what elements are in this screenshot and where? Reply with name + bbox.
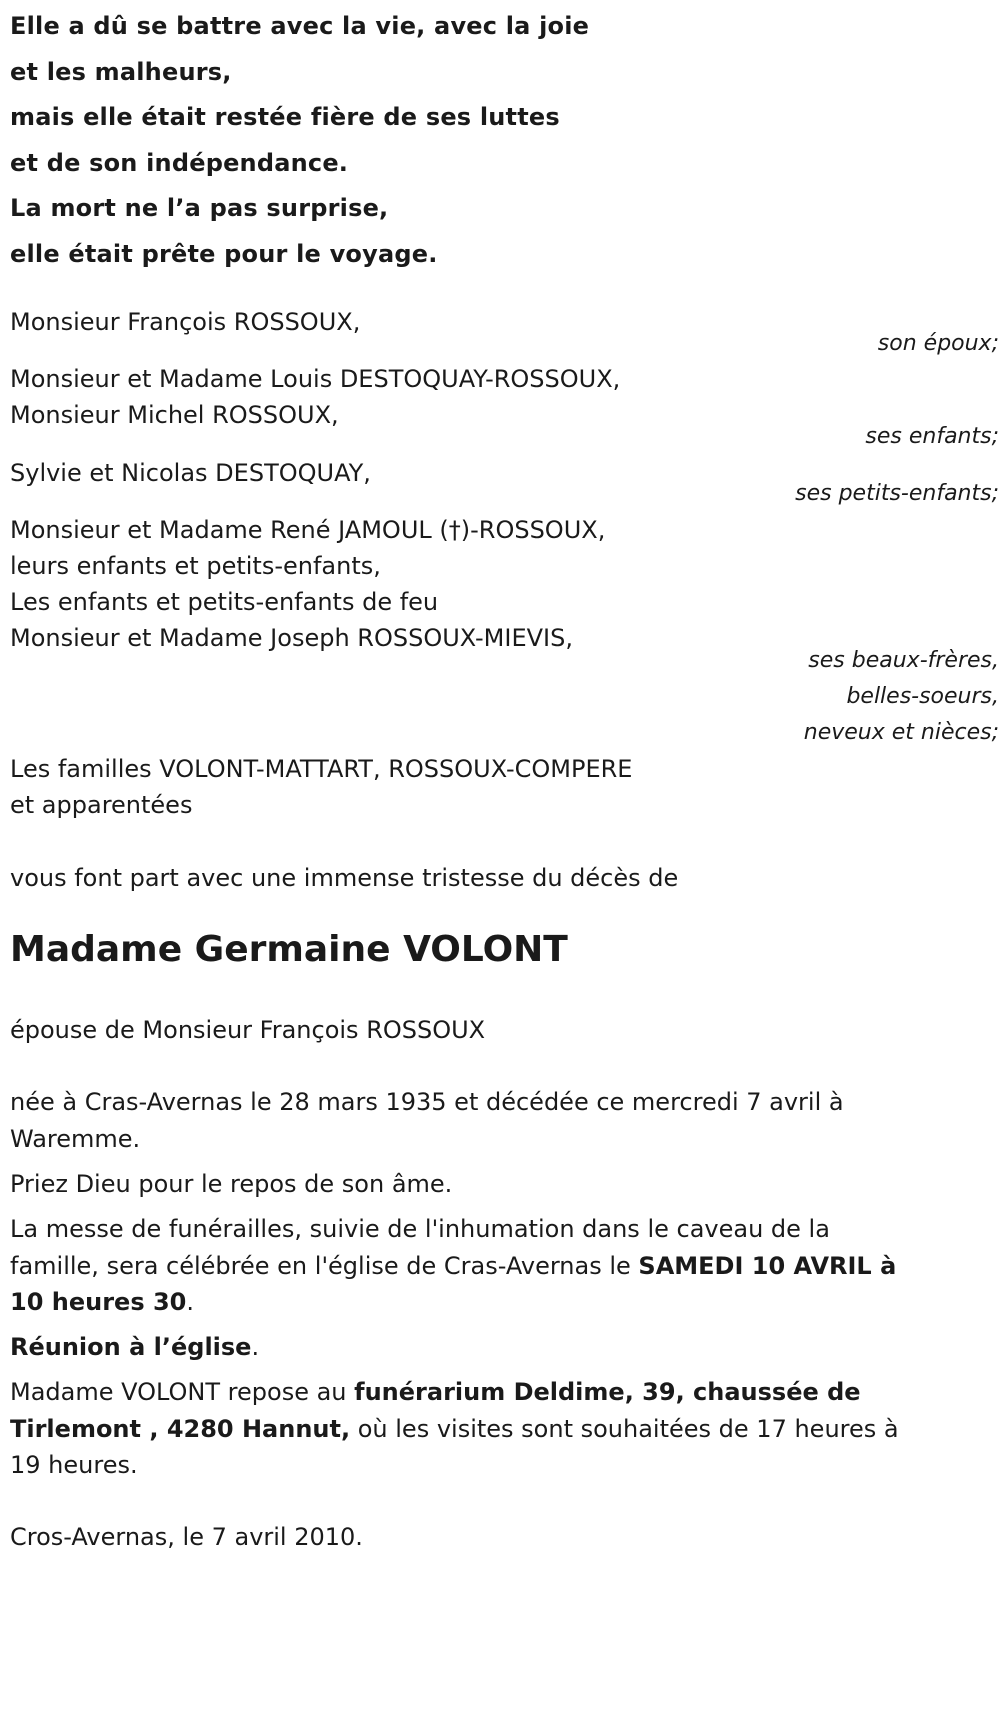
meeting-info xyxy=(10,1329,910,1366)
announcement: vous font part avec une immense tristesse du décès de xyxy=(10,864,679,892)
poem-line: et les malheurs, xyxy=(10,57,232,86)
family-others xyxy=(10,751,632,823)
role-spouse: son époux; xyxy=(877,331,999,356)
funeral-info xyxy=(10,1211,910,1321)
meeting-end: . xyxy=(251,1333,260,1361)
family-child: Monsieur Michel ROSSOUX, xyxy=(10,401,339,429)
poem-line: La mort ne l’a pas surprise, xyxy=(10,194,389,222)
family-other: Les familles VOLONT-MATTART, ROSSOUX-COMPERE xyxy=(10,755,633,783)
role-grandchildren: ses petits-enfants; xyxy=(795,481,999,506)
poem xyxy=(10,4,589,277)
family-child: Monsieur et Madame Louis DESTOQUAY-ROSSOUX, xyxy=(10,365,621,393)
role-inlaw-line: neveux et nièces; xyxy=(803,720,999,745)
poem-line: et de son indépendance. xyxy=(10,148,349,177)
family-children xyxy=(10,361,620,433)
family-other: et apparentées xyxy=(10,791,193,819)
poem-line: Elle a dû se battre avec la vie, avec la joie xyxy=(10,12,590,40)
family-inlaws xyxy=(10,512,605,656)
role-inlaw-line: belles-soeurs, xyxy=(846,684,999,709)
repose-info xyxy=(10,1374,910,1484)
funeral-text: La messe de funérailles, suivie de l'inhumation dans le caveau de la famille, sera célébrée en l'église de Cras-Avernas le xyxy=(10,1215,830,1280)
spouse-of: épouse de Monsieur François ROSSOUX xyxy=(10,1016,486,1044)
family-inlaw: Monsieur et Madame Joseph ROSSOUX-MIEVIS, xyxy=(10,624,573,652)
family-inlaw: leurs enfants et petits-enfants, xyxy=(10,552,381,580)
role-inlaws xyxy=(804,643,999,751)
role-inlaw-line: ses beaux-frères, xyxy=(808,648,999,673)
role-children: ses enfants; xyxy=(865,424,999,449)
prayer: Priez Dieu pour le repos de son âme. xyxy=(10,1170,453,1198)
signature: Cros-Avernas, le 7 avril 2010. xyxy=(10,1523,363,1551)
deceased-name: Madame Germaine VOLONT xyxy=(10,929,568,970)
poem-line: mais elle était restée fière de ses luttes xyxy=(10,103,560,131)
funeral-end: . xyxy=(186,1288,194,1316)
family-spouse: Monsieur François ROSSOUX, xyxy=(10,308,361,336)
repose-location: funérarium Deldime, 39, chaussée de Tirlemont , 4280 Hannut, xyxy=(10,1378,861,1443)
family-inlaw: Les enfants et petits-enfants de feu xyxy=(10,588,439,616)
family-inlaw: Monsieur et Madame René JAMOUL (†)-ROSSOUX, xyxy=(10,516,606,544)
repose-before: Madame VOLONT repose au xyxy=(10,1378,355,1406)
family-grandchildren: Sylvie et Nicolas DESTOQUAY, xyxy=(10,459,371,487)
repose-after: où les visites sont souhaitées de 17 heures à 19 heures. xyxy=(10,1414,899,1479)
birth-death: née à Cras-Avernas le 28 mars 1935 et décédée ce mercredi 7 avril à Waremme. xyxy=(10,1088,844,1153)
meeting-bold: Réunion à l’église xyxy=(10,1333,252,1361)
poem-line: elle était prête pour le voyage. xyxy=(10,239,438,268)
funeral-date: SAMEDI 10 AVRIL à 10 heures 30 xyxy=(10,1251,897,1316)
